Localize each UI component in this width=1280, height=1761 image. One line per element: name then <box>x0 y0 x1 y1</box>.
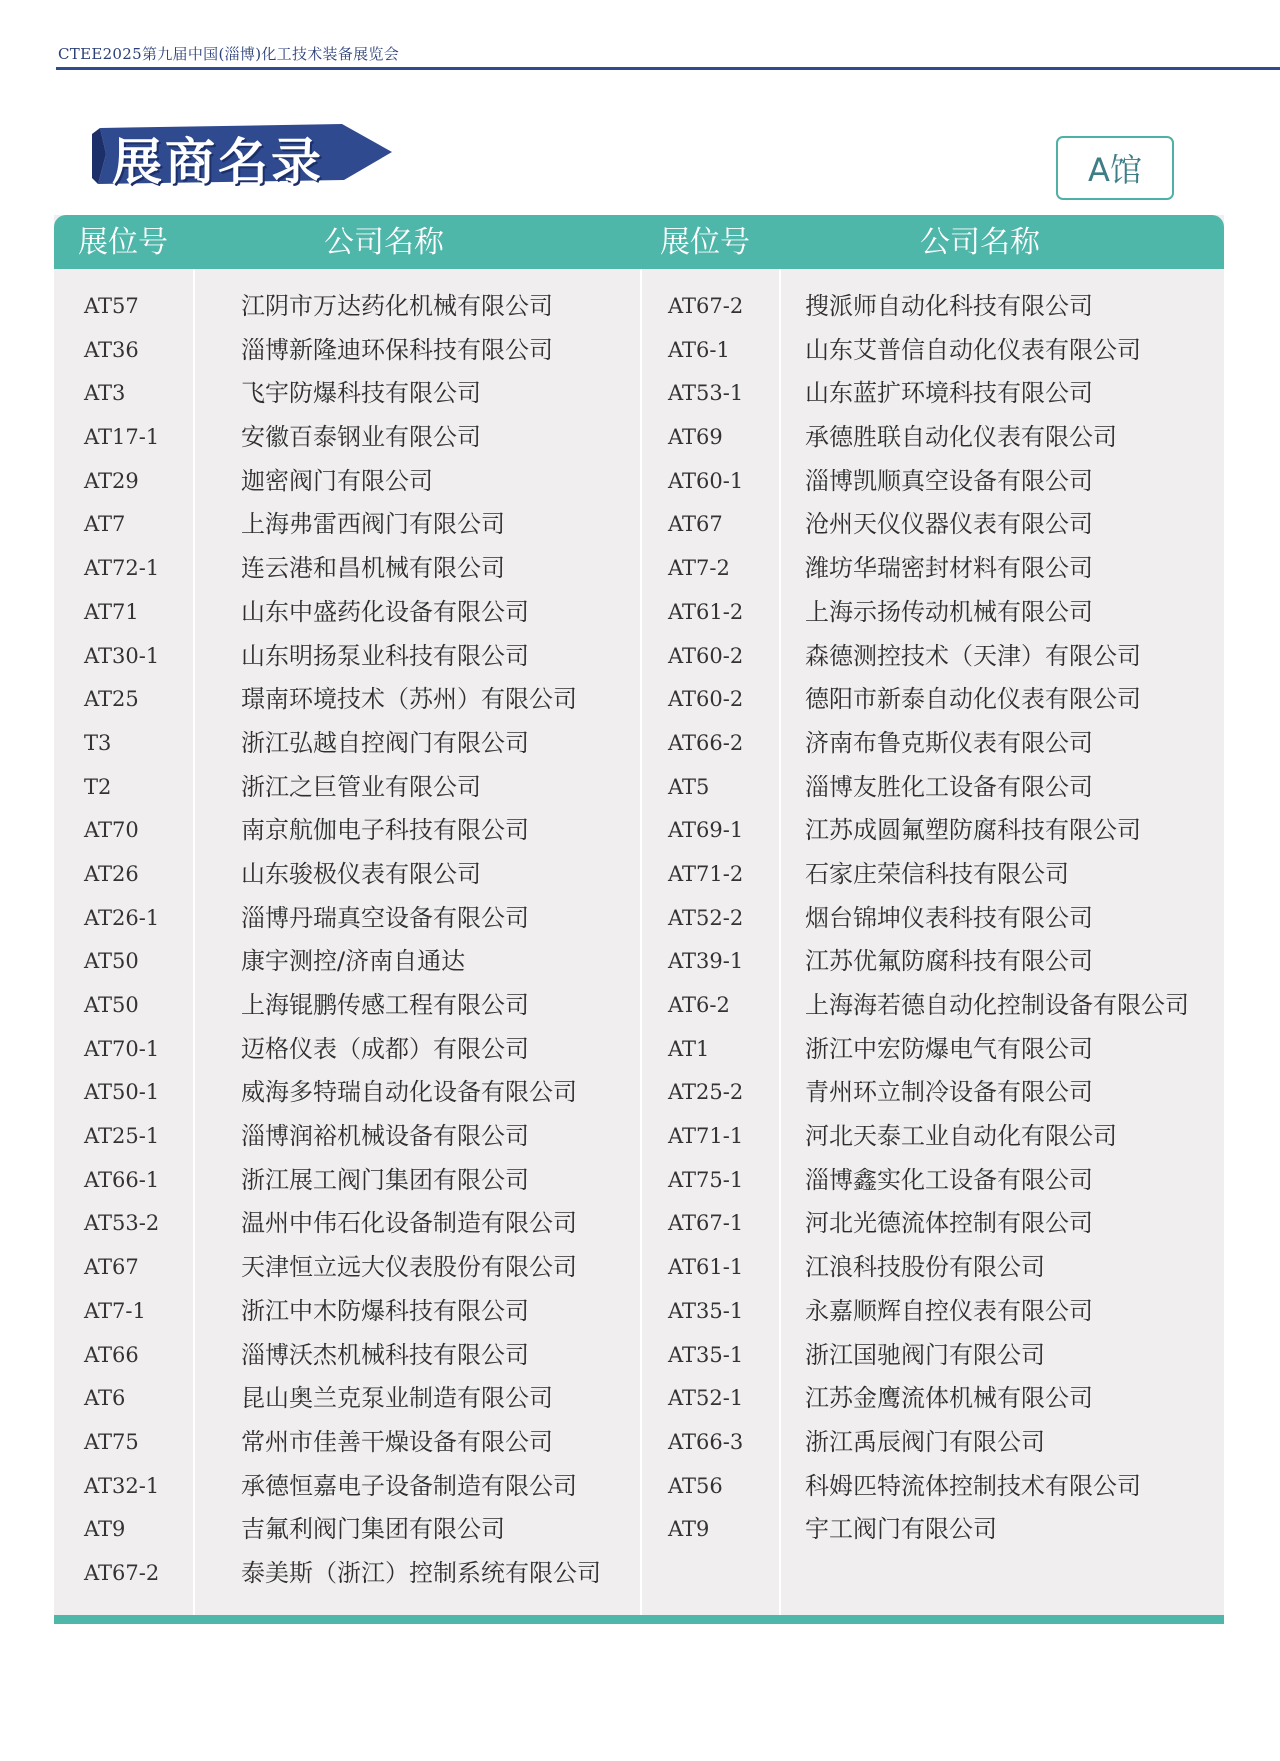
company-name: 山东中盛药化设备有限公司 <box>241 597 529 626</box>
company-name: 上海锟鹏传感工程有限公司 <box>241 991 529 1019</box>
table-row <box>84 815 624 859</box>
table-row <box>84 509 624 553</box>
booth-number: AT53-2 <box>84 1211 160 1236</box>
company-name: 淄博丹瑞真空设备有限公司 <box>241 903 529 932</box>
table-row <box>84 1252 624 1296</box>
table-row <box>84 466 624 510</box>
booth-number: AT9 <box>668 1517 710 1542</box>
event-title: CTEE2025第九届中国(淄博)化工技术装备展览会 <box>58 45 400 63</box>
company-name: 淄博润裕机械设备有限公司 <box>241 1122 529 1151</box>
booth-number: AT70-1 <box>84 1036 160 1061</box>
company-name: 森德测控技术（天津）有限公司 <box>805 641 1141 670</box>
booth-number: AT53-1 <box>668 381 744 406</box>
table-row <box>668 1165 1218 1209</box>
table-row <box>84 1558 624 1602</box>
company-name: 山东明扬泵业科技有限公司 <box>241 641 529 670</box>
header-booth-left: 展位号 <box>78 225 168 260</box>
booth-number: AT52-1 <box>668 1386 744 1411</box>
table-row <box>668 597 1218 641</box>
booth-number: AT26 <box>84 861 139 886</box>
table-row <box>84 684 624 728</box>
table-row <box>84 1034 624 1078</box>
table-row <box>668 728 1218 772</box>
table-row <box>84 422 624 466</box>
booth-number: AT67-2 <box>84 1560 160 1585</box>
table-row <box>668 1296 1218 1340</box>
exhibitor-table <box>54 215 1224 1615</box>
column-divider <box>640 269 642 1615</box>
booth-number: AT6-1 <box>668 337 730 362</box>
booth-number: AT66-2 <box>668 730 744 755</box>
company-name: 威海多特瑞自动化设备有限公司 <box>241 1078 577 1107</box>
company-name: 德阳市新泰自动化仪表有限公司 <box>805 685 1141 714</box>
booth-number: AT7 <box>84 512 126 537</box>
booth-number: AT67-2 <box>668 294 744 318</box>
company-name: 淄博友胜化工设备有限公司 <box>805 772 1093 801</box>
company-name: 浙江中木防爆科技有限公司 <box>241 1296 529 1325</box>
booth-number: AT75-1 <box>668 1167 744 1192</box>
company-name: 济南布鲁克斯仪表有限公司 <box>805 728 1093 757</box>
right-column <box>668 291 1218 1558</box>
booth-number: AT61-1 <box>668 1255 744 1280</box>
company-name: 浙江中宏防爆电气有限公司 <box>805 1034 1093 1063</box>
table-row <box>84 990 624 1034</box>
booth-number: AT5 <box>668 774 710 799</box>
booth-number: AT67-1 <box>668 1211 744 1236</box>
company-name: 江浪科技股份有限公司 <box>805 1253 1045 1282</box>
company-name: 飞宇防爆科技有限公司 <box>241 379 481 408</box>
table-row <box>84 1165 624 1209</box>
table-row <box>668 1034 1218 1078</box>
company-name: 河北天泰工业自动化有限公司 <box>805 1122 1117 1151</box>
table-row <box>84 859 624 903</box>
table-row <box>84 1340 624 1384</box>
table-row <box>668 1427 1218 1471</box>
booth-number: AT1 <box>668 1036 710 1061</box>
booth-number: AT52-2 <box>668 905 744 930</box>
company-name: 迦密阀门有限公司 <box>241 466 433 495</box>
booth-number: AT9 <box>84 1517 126 1542</box>
hall-badge: A馆 <box>1056 136 1174 200</box>
table-row <box>668 1471 1218 1515</box>
company-name: 江苏金鹰流体机械有限公司 <box>805 1384 1093 1413</box>
table-row <box>668 1252 1218 1296</box>
company-name: 烟台锦坤仪表科技有限公司 <box>805 903 1093 932</box>
table-row <box>668 509 1218 553</box>
company-name: 山东骏极仪表有限公司 <box>241 859 481 888</box>
table-row <box>668 1121 1218 1165</box>
booth-number: AT61-2 <box>668 599 744 624</box>
booth-number: AT6 <box>84 1386 126 1411</box>
booth-number: AT57 <box>84 294 139 318</box>
table-row <box>84 553 624 597</box>
booth-number: AT35-1 <box>668 1298 744 1323</box>
company-name: 浙江弘越自控阀门有限公司 <box>241 728 529 757</box>
table-row <box>668 466 1218 510</box>
booth-number: AT32-1 <box>84 1473 160 1498</box>
booth-number: AT70 <box>84 818 139 843</box>
company-name: 江苏优氟防腐科技有限公司 <box>805 947 1093 976</box>
booth-number: AT30-1 <box>84 643 160 668</box>
table-row <box>84 946 624 990</box>
company-name: 上海示扬传动机械有限公司 <box>805 597 1093 626</box>
table-row <box>668 553 1218 597</box>
booth-number: AT36 <box>84 337 139 362</box>
booth-number: AT60-2 <box>668 643 744 668</box>
table-row <box>668 422 1218 466</box>
banner-title: 展商名录 <box>112 133 324 191</box>
table-row <box>668 1383 1218 1427</box>
company-name: 康宇测控/济南自通达 <box>241 947 466 976</box>
company-name: 搜派师自动化科技有限公司 <box>805 292 1093 320</box>
table-row <box>84 728 624 772</box>
company-name: 淄博沃杰机械科技有限公司 <box>241 1340 529 1369</box>
company-name: 潍坊华瑞密封材料有限公司 <box>805 554 1093 583</box>
table-row <box>84 903 624 947</box>
table-row <box>84 1208 624 1252</box>
booth-number: AT75 <box>84 1429 139 1454</box>
booth-number: AT67 <box>84 1255 139 1280</box>
company-name: 上海海若德自动化控制设备有限公司 <box>805 991 1189 1019</box>
left-column <box>84 291 624 1602</box>
table-row <box>84 597 624 641</box>
table-row <box>84 335 624 379</box>
table-row <box>84 1471 624 1515</box>
table-row <box>668 903 1218 947</box>
booth-number: T3 <box>84 730 112 755</box>
booth-number: AT29 <box>84 468 139 493</box>
table-row <box>668 815 1218 859</box>
table-row <box>84 1296 624 1340</box>
booth-number: AT71-2 <box>668 861 744 886</box>
company-name: 天津恒立远大仪表股份有限公司 <box>241 1253 577 1282</box>
booth-number: AT25-1 <box>84 1124 160 1149</box>
table-row <box>84 378 624 422</box>
booth-number: AT7-1 <box>84 1298 146 1323</box>
company-name: 永嘉顺辉自控仪表有限公司 <box>805 1296 1093 1325</box>
booth-number: AT26-1 <box>84 905 160 930</box>
table-row <box>84 1077 624 1121</box>
company-name: 山东蓝扩环境科技有限公司 <box>805 379 1093 408</box>
company-name: 石家庄荣信科技有限公司 <box>805 859 1069 888</box>
booth-number: AT50 <box>84 949 139 974</box>
table-row <box>84 1383 624 1427</box>
company-name: 昆山奥兰克泵业制造有限公司 <box>241 1384 553 1413</box>
table-row <box>668 684 1218 728</box>
booth-number: AT56 <box>668 1473 723 1498</box>
company-name: 宇工阀门有限公司 <box>805 1515 997 1544</box>
table-row <box>668 1208 1218 1252</box>
company-name: 常州市佳善干燥设备有限公司 <box>241 1427 553 1456</box>
table-row <box>84 772 624 816</box>
table-row <box>668 990 1218 1034</box>
booth-number: AT60-2 <box>668 687 744 712</box>
company-name: 承德恒嘉电子设备制造有限公司 <box>241 1471 577 1500</box>
table-row <box>668 335 1218 379</box>
table-row <box>84 1427 624 1471</box>
company-name: 淄博凯顺真空设备有限公司 <box>805 466 1093 495</box>
booth-number: AT66-1 <box>84 1167 160 1192</box>
table-row <box>668 946 1218 990</box>
company-name: 连云港和昌机械有限公司 <box>241 554 505 583</box>
table-row <box>84 1514 624 1558</box>
table-row <box>668 1077 1218 1121</box>
booth-number: AT7-2 <box>668 556 730 581</box>
company-name: 吉氟利阀门集团有限公司 <box>241 1515 505 1544</box>
header-company-right: 公司名称 <box>920 225 1040 260</box>
booth-number: T2 <box>84 774 112 799</box>
table-row <box>668 1514 1218 1558</box>
company-name: 淄博鑫实化工设备有限公司 <box>805 1165 1093 1194</box>
header-booth-right: 展位号 <box>660 225 750 260</box>
company-name: 山东艾普信自动化仪表有限公司 <box>805 335 1141 364</box>
company-name: 青州环立制冷设备有限公司 <box>805 1078 1093 1107</box>
company-name: 浙江禹辰阀门有限公司 <box>805 1427 1045 1456</box>
booth-number: AT71-1 <box>668 1124 744 1149</box>
booth-number: AT72-1 <box>84 556 160 581</box>
company-name: 承德胜联自动化仪表有限公司 <box>805 423 1117 452</box>
directory-banner <box>92 118 392 191</box>
booth-number: AT17-1 <box>84 425 160 450</box>
booth-number: AT66-3 <box>668 1429 744 1454</box>
booth-number: AT67 <box>668 512 723 537</box>
booth-number: AT71 <box>84 599 139 624</box>
table-row <box>84 291 624 335</box>
company-name: 璟南环境技术（苏州）有限公司 <box>241 685 577 714</box>
company-name: 科姆匹特流体控制技术有限公司 <box>805 1471 1141 1500</box>
booth-number: AT6-2 <box>668 993 730 1017</box>
table-row <box>668 859 1218 903</box>
booth-number: AT50-1 <box>84 1080 160 1105</box>
booth-number: AT50 <box>84 993 139 1017</box>
header-rule <box>56 67 1280 70</box>
company-name: 温州中伟石化设备制造有限公司 <box>241 1209 577 1238</box>
booth-number: AT3 <box>84 381 126 406</box>
table-row <box>668 378 1218 422</box>
company-name: 上海弗雷西阀门有限公司 <box>241 510 505 539</box>
company-name: 浙江展工阀门集团有限公司 <box>241 1165 529 1194</box>
company-name: 淄博新隆迪环保科技有限公司 <box>241 335 553 364</box>
booth-number: AT69 <box>668 425 723 450</box>
booth-number: AT25-2 <box>668 1080 744 1105</box>
booth-number: AT69-1 <box>668 818 744 843</box>
company-name: 浙江之巨管业有限公司 <box>241 772 481 801</box>
header-company-left: 公司名称 <box>324 225 444 260</box>
booth-number: AT35-1 <box>668 1342 744 1367</box>
company-name: 迈格仪表（成都）有限公司 <box>241 1034 529 1063</box>
company-name: 南京航伽电子科技有限公司 <box>241 816 529 845</box>
table-row <box>668 291 1218 335</box>
table-row <box>84 641 624 685</box>
company-name: 河北光德流体控制有限公司 <box>805 1209 1093 1238</box>
company-name: 江苏成圆氟塑防腐科技有限公司 <box>805 816 1141 845</box>
table-row <box>668 1340 1218 1384</box>
table-row <box>668 772 1218 816</box>
company-name: 江阴市万达药化机械有限公司 <box>241 292 553 320</box>
booth-number: AT66 <box>84 1342 139 1367</box>
table-row <box>668 641 1218 685</box>
booth-number: AT39-1 <box>668 949 744 974</box>
company-name: 泰美斯（浙江）控制系统有限公司 <box>241 1558 601 1587</box>
table-header <box>54 215 1224 269</box>
booth-number: AT25 <box>84 687 139 712</box>
table-bottom-bar <box>54 1615 1224 1624</box>
table-row <box>84 1121 624 1165</box>
booth-number: AT60-1 <box>668 468 744 493</box>
company-name: 浙江国驰阀门有限公司 <box>805 1340 1045 1369</box>
company-name: 沧州天仪仪器仪表有限公司 <box>805 510 1093 539</box>
company-name: 安徽百泰钢业有限公司 <box>241 423 481 452</box>
